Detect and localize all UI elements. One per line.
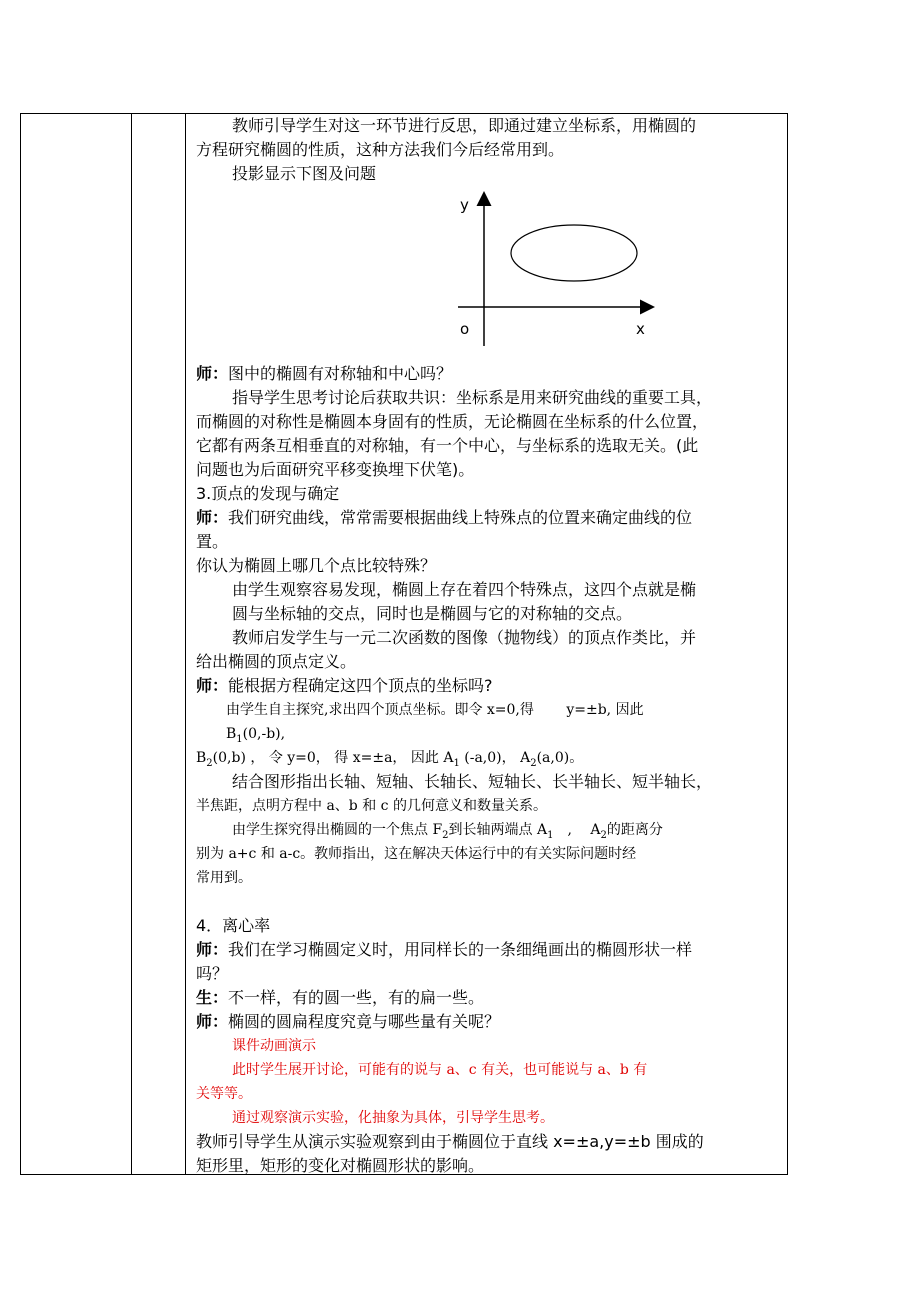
ellipse-shape [511,225,637,281]
text-line: 吗？ [196,964,229,983]
speaker-teacher: 师： [196,364,229,383]
question-text: 能根据方程确定这四个顶点的坐标吗? [228,676,493,695]
text-line: 矩形里，矩形的变化对椭圆形状的影响。 [196,1156,485,1175]
question-text: 我们在学习椭圆定义时，用同样长的一条细绳画出的椭圆形状一样 [228,940,693,959]
subscript: 1 [236,733,243,745]
formula-text: B [196,750,207,766]
text-line: 方程研究椭圆的性质，这种方法我们今后经常用到。 [196,140,565,159]
highlight-line: 关等等。 [196,1086,252,1102]
answer-line [196,986,781,1010]
formula-text: B [226,726,237,742]
formula-text: (-a,0)， A [459,750,531,766]
speaker-teacher: 师： [196,1012,229,1031]
formula-text: 的距离分 [606,822,663,838]
text-line: 你认为椭圆上哪几个点比较特殊？ [196,556,437,575]
formula-text: 到长轴两端点 A [448,822,548,838]
subscript: 2 [206,757,213,769]
text-line: 给出椭圆的顶点定义。 [196,652,357,671]
text-line: 置。 [196,532,229,551]
subscript: 1 [547,829,554,841]
speaker-teacher: 师： [196,940,229,959]
text-line: 教师启发学生与一元二次函数的图像（抛物线）的顶点作类比，并 [232,628,697,647]
y-axis-label: y [460,196,469,214]
formula-line [196,818,781,842]
text-line: 问题也为后面研究平移变换埋下伏笔)。 [196,460,475,479]
question-line [196,938,781,962]
formula-line [196,722,781,746]
text-line: 结合图形指出长轴、短轴、长轴长、短轴长、长半轴长、短半轴长， [232,772,713,791]
text-line: 教师引导学生对这一环节进行反思，即通过建立坐标系，用椭圆的 [232,116,697,135]
content-cell [196,114,781,1178]
text-line: 由学生自主探究,求出四个顶点坐标。即令 x=0,得 y=±b, 因此 [226,702,644,718]
subscript: 2 [442,829,449,841]
origin-label: o [460,320,470,338]
formula-text: (0,b) ， 令 y=0， 得 x=±a， 因此 A [212,750,454,766]
highlight-line: 通过观察演示实验，化抽象为具体，引导学生思考。 [232,1110,554,1126]
highlight-line: 课件动画演示 [232,1038,316,1054]
highlight-line: 此时学生展开讨论，可能有的说与 a、c 有关，也可能说与 a、b 有 [232,1062,648,1078]
text-line: 常用到。 [196,870,252,886]
subscript: 2 [530,757,537,769]
speaker-student: 生： [196,988,229,1007]
subscript: 1 [453,757,460,769]
ellipse-diagram [456,186,666,354]
formula-text: (0,-b), [242,726,286,742]
text-line: 圆与坐标轴的交点，同时也是椭圆与它的对称轴的交点。 [232,604,633,623]
formula-text: , A [553,822,601,838]
subscript: 2 [600,829,607,841]
question-line [196,1010,781,1034]
spacer [196,890,781,914]
question-line [196,674,781,698]
lesson-table [20,113,788,1175]
question-text: 图中的椭圆有对称轴和中心吗？ [228,364,453,383]
question-line [196,506,781,530]
formula-text: 由学生探究得出椭圆的一个焦点 F [232,822,443,838]
column-divider-2 [185,114,186,1174]
text-line: 而椭圆的对称性是椭圆本身固有的性质，无论椭圆在坐标系的什么位置， [196,412,709,431]
column-divider-1 [131,114,132,1174]
text-line: 指导学生思考讨论后获取共识：坐标系是用来研究曲线的重要工具， [232,388,713,407]
speaker-teacher: 师： [196,508,229,527]
answer-text: 不一样，有的圆一些，有的扁一些。 [228,988,485,1007]
speaker-teacher: 师： [196,676,229,695]
text-line: 它都有两条互相垂直的对称轴，有一个中心，与坐标系的选取无关。(此 [196,436,699,455]
section-title: 4．离心率 [196,916,271,935]
text-line: 投影显示下图及问题 [232,164,377,183]
text-line: 由学生观察容易发现，椭圆上存在着四个特殊点，这四个点就是椭 [232,580,697,599]
x-axis-label: x [636,320,645,338]
text-line: 教师引导学生从演示实验观察到由于椭圆位于直线 x=±a,y=±b 围成的 [196,1132,704,1151]
question-text: 我们研究曲线，常常需要根据曲线上特殊点的位置来确定曲线的位 [228,508,693,527]
text-line: 半焦距，点明方程中 a、b 和 c 的几何意义和数量关系。 [196,798,547,814]
formula-text: (a,0)。 [536,750,584,766]
formula-line [196,746,781,770]
question-line [196,362,781,386]
text-line: 别为 a+c 和 a-c。教师指出，这在解决天体运行中的有关实际问题时经 [196,846,637,862]
question-text: 椭圆的圆扁程度究竟与哪些量有关呢？ [228,1012,501,1031]
section-title: 3.顶点的发现与确定 [196,484,340,503]
ellipse-figure [196,186,781,362]
